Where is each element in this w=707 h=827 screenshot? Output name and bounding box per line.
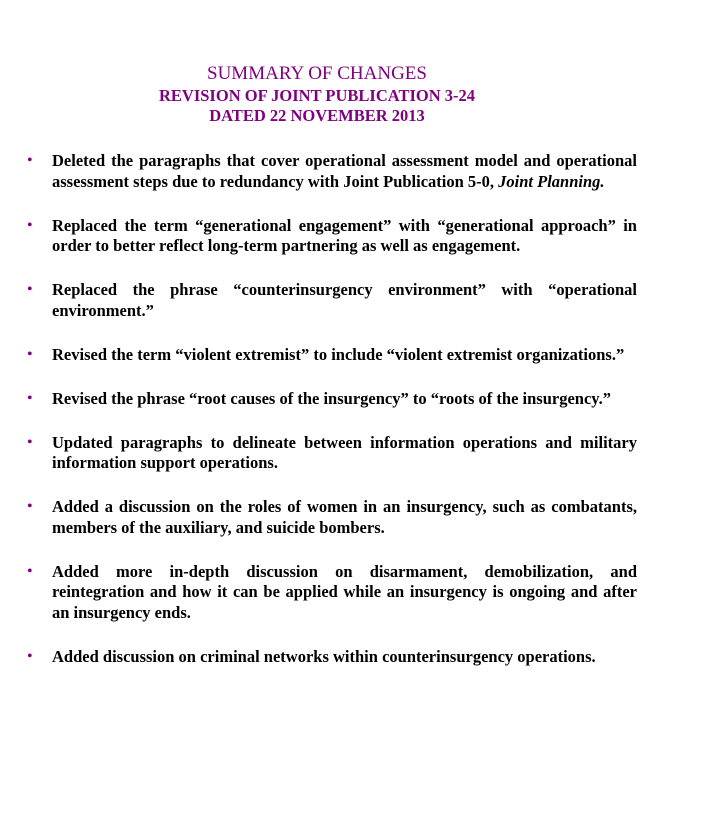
list-item [27, 562, 637, 624]
change-italic-text: Joint Planning. [498, 171, 605, 191]
list-item [27, 216, 637, 257]
change-text: Revised the term “violent extremist” to include “violent extremist organizations.” [52, 344, 625, 364]
list-item [27, 345, 637, 366]
list-item [27, 280, 637, 321]
bullet-icon: • [27, 562, 33, 580]
change-text: Added more in-depth discussion on disarmament, demobilization, and reintegration and how it can be applied while an insurgency is ongoing and after an insurgency ends. [52, 561, 637, 622]
bullet-icon: • [27, 389, 33, 407]
bullet-icon: • [27, 345, 33, 363]
changes-list [27, 151, 637, 691]
list-item [27, 389, 637, 410]
dated-line: DATED 22 NOVEMBER 2013 [209, 106, 425, 125]
change-text: Replaced the term “generational engagement” with “generational approach” in order to better reflect long-term partnering as well as engagement. [52, 215, 637, 255]
bullet-icon: • [27, 647, 33, 665]
list-item [27, 647, 637, 668]
change-text: Revised the phrase “root causes of the insurgency” to “roots of the insurgency.” [52, 388, 611, 408]
document-title: SUMMARY OF CHANGES [207, 63, 427, 84]
change-text: Added discussion on criminal networks within counterinsurgency operations. [52, 646, 596, 666]
bullet-icon: • [27, 152, 33, 169]
change-text: Added a discussion on the roles of women in an insurgency, such as combatants, members of the auxiliary, and suicide bombers. [52, 497, 637, 537]
list-item [27, 497, 637, 538]
document-header [0, 62, 634, 126]
bullet-icon: • [27, 216, 33, 234]
change-text: Updated paragraphs to delineate between information operations and military information support operations. [52, 432, 637, 472]
bullet-icon: • [27, 498, 33, 515]
change-text: Deleted the paragraphs that cover operational assessment model and operational assessment steps due to redundancy with Joint Publication 5-0, [52, 151, 637, 191]
change-text: Replaced the phrase “counterinsurgency environment” with “operational environment.” [52, 280, 637, 320]
list-item [27, 151, 637, 192]
revision-line: REVISION OF JOINT PUBLICATION 3-24 [159, 86, 475, 105]
bullet-icon: • [27, 433, 33, 451]
bullet-icon: • [27, 281, 33, 298]
list-item [27, 433, 637, 474]
